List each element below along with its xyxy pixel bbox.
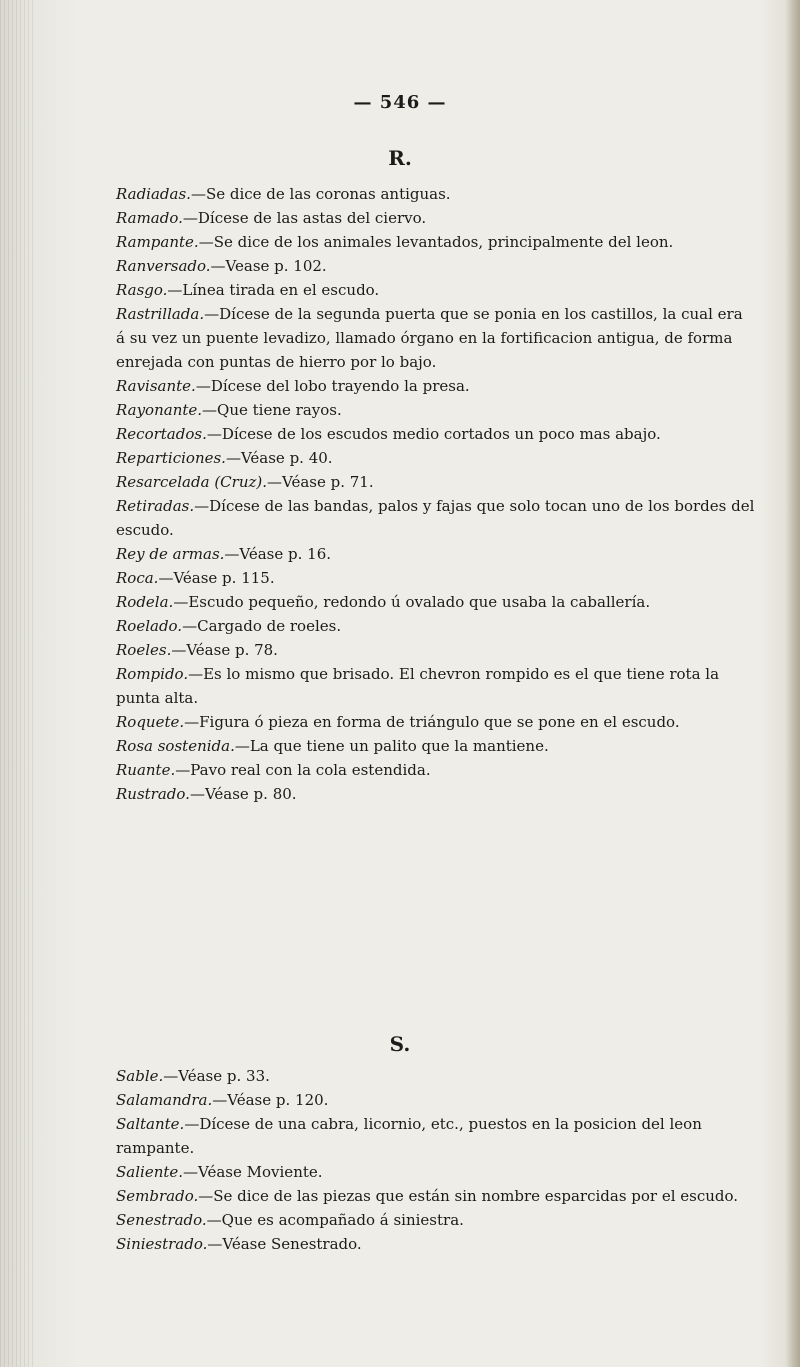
entry-definition: —Vease p. 102. — [210, 257, 327, 275]
entry-definition: —Véase p. 120. — [212, 1091, 329, 1109]
entry-term: Rustrado. — [116, 785, 190, 803]
entry — [116, 230, 756, 254]
entry-term: Roeles. — [116, 641, 172, 659]
entry — [116, 614, 756, 638]
entry — [116, 782, 756, 806]
entry-definition: —Dícese de las bandas, palos y fajas que solo tocan uno de los bordes del escudo. — [116, 497, 755, 539]
entry-term: Ravisante. — [116, 377, 196, 395]
entry — [116, 1184, 756, 1208]
entry-term: Roca. — [116, 569, 159, 587]
entry-definition: —Que tiene rayos. — [202, 401, 342, 419]
entry — [116, 1088, 756, 1112]
entry-definition: —Dícese de las astas del ciervo. — [182, 209, 427, 227]
entry-definition: —Véase p. 115. — [158, 569, 275, 587]
entry-term: Rodela. — [116, 593, 174, 611]
entry-term: Saltante. — [116, 1115, 185, 1133]
entry-term: Saliente. — [116, 1163, 184, 1181]
entry-definition: —Véase p. 16. — [224, 545, 332, 563]
entry-definition: —Se dice de los animales levantados, principalmente del leon. — [198, 233, 674, 251]
entry-definition: —Dícese de una cabra, licornio, etc., puestos en la posicion del leon rampante. — [116, 1115, 702, 1157]
entry — [116, 1064, 756, 1088]
entry — [116, 254, 756, 278]
entry-definition: —Figura ó pieza en forma de triángulo que se pone en el escudo. — [184, 713, 680, 731]
page-number: — 546 — — [353, 92, 447, 113]
entry-term: Resarcelada (Cruz). — [116, 473, 267, 491]
entry-definition: —Véase p. 33. — [163, 1067, 270, 1085]
entry — [116, 542, 756, 566]
entry-term: Roelado. — [116, 617, 183, 635]
entry — [116, 278, 756, 302]
entry — [116, 302, 756, 374]
entry-definition: —Cargado de roeles. — [182, 617, 342, 635]
entry-term: Sable. — [116, 1067, 164, 1085]
entry-definition: —Dícese de la segunda puerta que se ponia en los castillos, la cual era á su vez un puente levadizo, llamado órgano en la fortificacion antigua, de forma enrejada con puntas de hierro por lo bajo. — [116, 305, 743, 371]
entry-definition: —Pavo real con la cola estendida. — [175, 761, 431, 779]
entry — [116, 182, 756, 206]
entry-term: Salamandra. — [116, 1091, 213, 1109]
binding-edge — [0, 0, 36, 1367]
entry-term: Rey de armas. — [116, 545, 225, 563]
entry-definition: —La que tiene un palito que la mantiene. — [234, 737, 549, 755]
entry — [116, 662, 756, 710]
entry-definition: —Que es acompañado á siniestra. — [206, 1211, 464, 1229]
entry-definition: —Es lo mismo que brisado. El chevron rompido es el que tiene rota la punta alta. — [116, 665, 720, 707]
entry-term: Ruante. — [116, 761, 176, 779]
entry-definition: —Dícese de los escudos medio cortados un poco mas abajo. — [206, 425, 661, 443]
entry-definition: —Véase p. 78. — [171, 641, 278, 659]
entry — [116, 374, 756, 398]
entry-term: Rastrillada. — [116, 305, 205, 323]
entry-definition: —Línea tirada en el escudo. — [167, 281, 380, 299]
entry-term: Senestrado. — [116, 1211, 207, 1229]
entry — [116, 1232, 756, 1256]
entry-term: Rampante. — [116, 233, 199, 251]
entry — [116, 1112, 756, 1160]
entries-s — [116, 1064, 756, 1256]
entry-definition: —Escudo pequeño, redondo ú ovalado que usaba la caballería. — [173, 593, 651, 611]
entry-definition: —Se dice de las piezas que están sin nombre esparcidas por el escudo. — [198, 1187, 739, 1205]
section-letter-s: S. — [389, 1032, 411, 1056]
entry-term: Rompido. — [116, 665, 189, 683]
entry — [116, 566, 756, 590]
entry-definition: —Véase p. 80. — [189, 785, 297, 803]
entry-definition: —Véase Moviente. — [183, 1163, 323, 1181]
entry-definition: —Véase p. 71. — [267, 473, 374, 491]
entry-term: Siniestrado. — [116, 1235, 208, 1253]
entry-term: Radiadas. — [116, 185, 191, 203]
entry — [116, 638, 756, 662]
entry — [116, 1160, 756, 1184]
entry-term: Rasgo. — [116, 281, 168, 299]
entry-term: Rayonante. — [116, 401, 203, 419]
entry-definition: —Véase Senestrado. — [207, 1235, 362, 1253]
entry-term: Ranversado. — [116, 257, 211, 275]
entry-definition: —Véase p. 40. — [225, 449, 333, 467]
entry — [116, 206, 756, 230]
entry — [116, 422, 756, 446]
entry-term: Rosa sostenida. — [116, 737, 235, 755]
entry-term: Reparticiones. — [116, 449, 226, 467]
entry — [116, 758, 756, 782]
entry-term: Ramado. — [116, 209, 183, 227]
entry-term: Roquete. — [116, 713, 185, 731]
entry-term: Retiradas. — [116, 497, 195, 515]
section-letter-r: R. — [388, 146, 412, 170]
entry — [116, 470, 756, 494]
page-edge — [786, 0, 800, 1367]
entry — [116, 1208, 756, 1232]
entries-r — [116, 182, 756, 806]
entry — [116, 710, 756, 734]
entry — [116, 734, 756, 758]
entry-definition: —Se dice de las coronas antiguas. — [190, 185, 451, 203]
entry — [116, 398, 756, 422]
entry-term: Recortados. — [116, 425, 207, 443]
entry — [116, 590, 756, 614]
entry — [116, 446, 756, 470]
entry — [116, 494, 756, 542]
entry-definition: —Dícese del lobo trayendo la presa. — [195, 377, 470, 395]
entry-term: Sembrado. — [116, 1187, 199, 1205]
